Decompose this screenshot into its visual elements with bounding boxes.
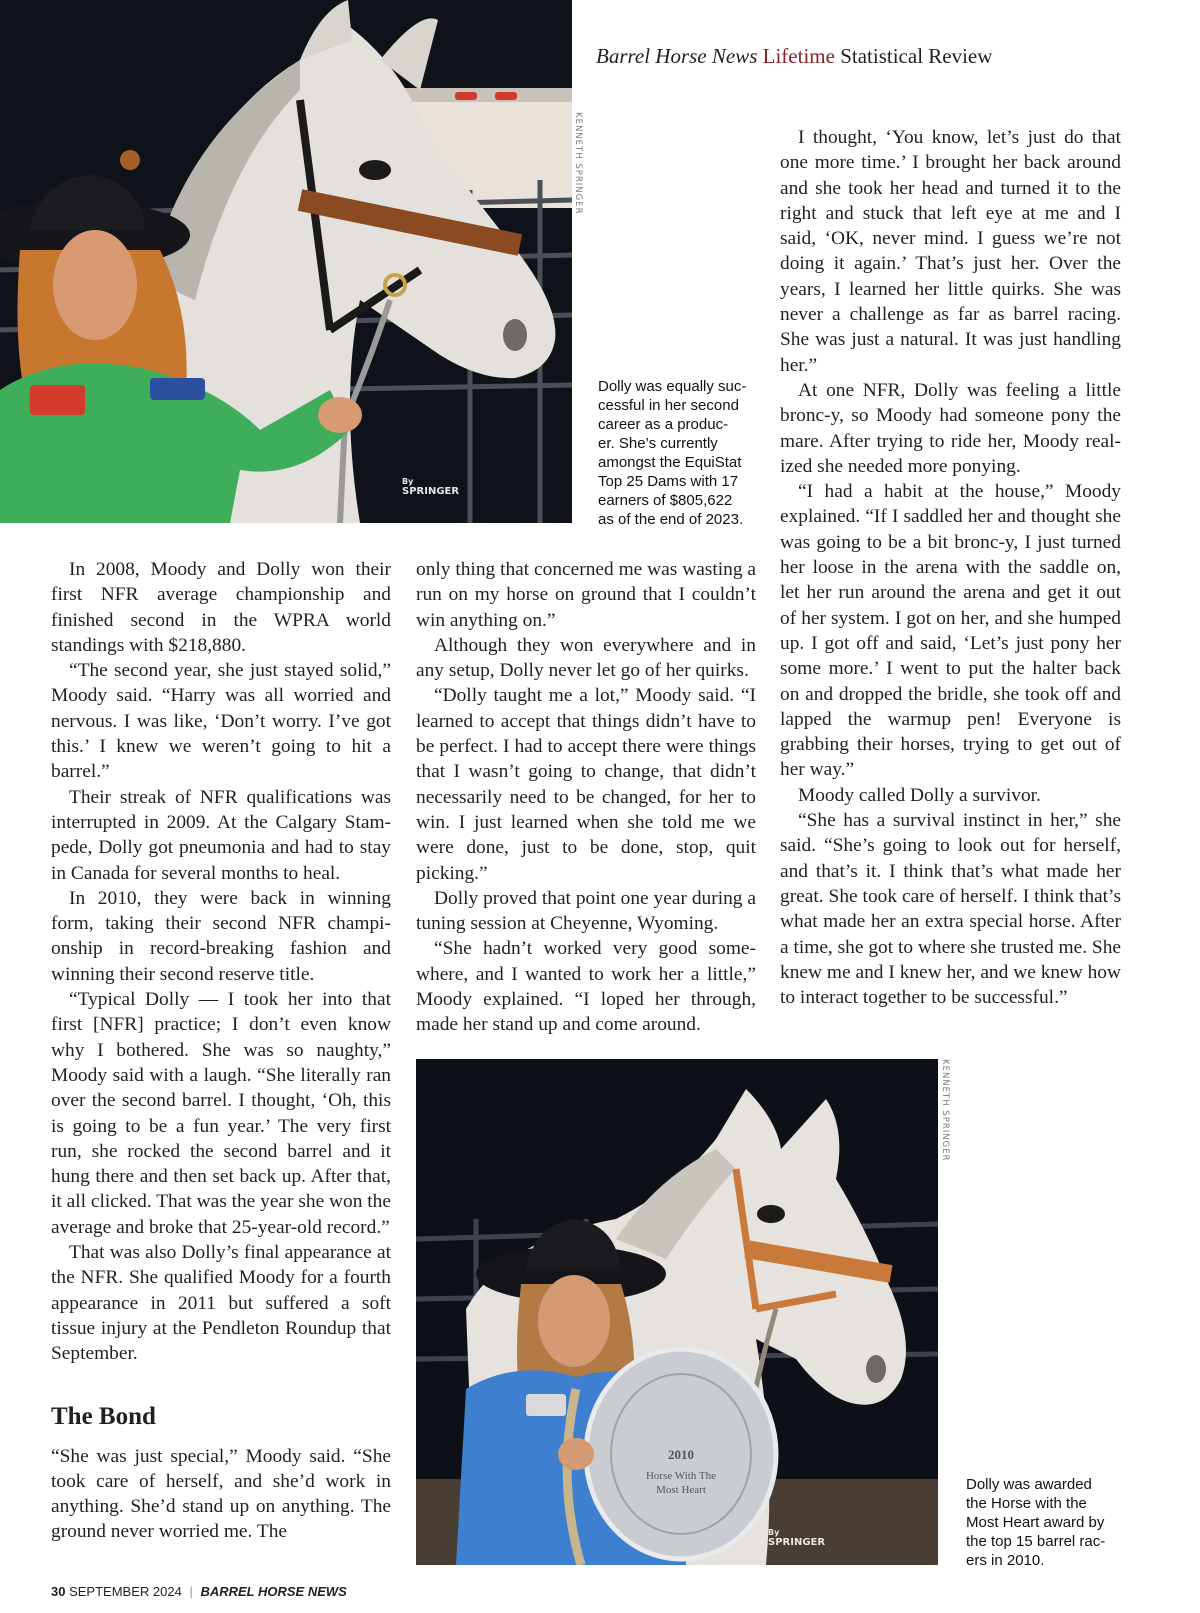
top-photo xyxy=(0,0,572,523)
header-publication: Barrel Horse News xyxy=(596,44,758,68)
bottom-photo-caption: Dolly was awarded the Horse with the Most Heart award by the top 15 barrel rac- ers in 2010. xyxy=(966,1476,1106,1569)
magazine-name: BARREL HORSE NEWS xyxy=(200,1584,347,1599)
plaque-line-1: Horse With The xyxy=(645,1470,717,1482)
plaque-year: 2010 xyxy=(668,1447,694,1462)
plaque-line-2: Most Heart xyxy=(656,1484,706,1496)
header-rest: Statistical Review xyxy=(840,44,993,68)
bottom-watermark-name: SPRINGER xyxy=(768,1537,826,1548)
top-photo-illustration xyxy=(0,0,572,523)
paragraph: That was also Dolly’s final appearance at the NFR. She qualified Moody for a fourth appearance in 2011 but suffered a soft tissue injury at the Pendleton Roundup that September. xyxy=(51,1242,391,1365)
header-highlight: Lifetime xyxy=(762,44,835,68)
paragraph: Moody called Dolly a survivor. xyxy=(798,784,1041,806)
paragraph: I thought, ‘You know, let’s just do that one more time.’ I brought her back around and she took her head and turned it to the right and stuck that left eye at me and I said, ‘OK, never mind. I guess we’re not doing it again.’ That’s just her. Over the years, I learned her little quirks. She was never a challenge as far as barrel racing. She was just a natural. It was just handling her.” xyxy=(780,127,1121,376)
paragraph: “Dolly taught me a lot,” Moody said. “I learned to accept that things didn’t have to be perfect. I had to accept there were things that I wasn’t going to change, that didn’t necessarily need to be changed, for her to win. I just learned when she told me we were done, just to be done, stop, quit picking.” xyxy=(416,685,756,884)
paragraph: In 2008, Moody and Dolly won their first NFR average championship and finished second in the WPRA world standings with $218,880. xyxy=(51,559,391,656)
paragraph: “The second year, she just stayed solid,” Moody said. “Harry was all worried and nervous. I was like, ‘Don’t worry. I’ve got this.’ I knew we weren’t going to hit a barrel.” xyxy=(51,660,391,783)
section-heading: The Bond xyxy=(51,1402,156,1430)
paragraph: “She hadn’t worked very good somewhere, and I wanted to work her a little,” Moody explained. “I loped her through, made her stand up and come around. xyxy=(416,938,756,1036)
paragraph: only thing that concerned me was wasting a run on my horse on ground that I couldn’t win anything on.” xyxy=(416,559,756,631)
text-column-3 xyxy=(780,125,1121,1010)
top-watermark-name: SPRINGER xyxy=(402,486,460,497)
issue-date: SEPTEMBER 2024 xyxy=(69,1584,182,1599)
paragraph: “She was just special,” Moody said. “She took care of herself, and she’d work in anything. She’d stand up on anything. The ground never worried me. The xyxy=(51,1445,391,1543)
running-header xyxy=(596,44,992,69)
top-photo-watermark xyxy=(402,477,459,497)
page-number: 30 xyxy=(51,1584,66,1599)
bottom-photo-watermark xyxy=(768,1528,825,1548)
paragraph: Their streak of NFR qualifications was interrupted in 2009. At the Calgary Stampede, Dolly got pneumonia and had to stay in Canada for several months to heal. xyxy=(51,786,391,884)
paragraph: “She has a survival instinct in her,” she said. “She’s going to look out for herself, and that’s it. I think that’s what made her great. She took care of herself. I think that’s what made her an extra special horse. After a time, she got to where she trusted me. She knew me and I knew her, and we knew how to interact together to be successful.” xyxy=(780,810,1121,1009)
bottom-photo xyxy=(416,1059,938,1565)
paragraph: “Typical Dolly — I took her into that first [NFR] practice; I don’t even know why I bothered. She was so naughty,” Moody said with a laugh. “She literally ran over the second barrel. I thought, ‘Oh, this is going to be a fun year.’ The very first run, she rocked the second barrel and it hung there and then set back up. After that, it all clicked. That was the year she won the average and broke that 25-year-old record.” xyxy=(51,989,391,1238)
bottom-watermark-by: By xyxy=(768,1528,780,1537)
paragraph: Dolly proved that point one year during a tuning session at Cheyenne, Wyoming. xyxy=(416,887,756,935)
text-column-2 xyxy=(416,557,756,1038)
text-column-1 xyxy=(51,557,391,1545)
top-watermark-by: By xyxy=(402,477,414,486)
bottom-photo-illustration xyxy=(416,1059,938,1565)
paragraph: Although they won everywhere and in any setup, Dolly never let go of her quirks. xyxy=(416,634,756,682)
paragraph: “I had a habit at the house,” Moody explained. “If I saddled her and thought she was going to be a bit bronc-y, I just turned her loose in the arena with the saddle on, let her run around the arena and get it out of her system. I got on her, and she humped up. I got off and said, ‘Let’s just pony her some more.’ I went to put the halter back on and dropped the bridle, she took off and lapped the warmup pen! Everyone is grabbing their horses, trying to get out of her way.” xyxy=(780,481,1121,781)
footer-separator: | xyxy=(189,1584,193,1599)
top-photo-caption: Dolly was equally suc- cessful in her second career as a produc- er. She’s currently amongst the EquiStat Top 25 Dams with 17 earners of $805,622 as of the end of 2023. xyxy=(598,378,747,528)
page-footer xyxy=(51,1584,347,1599)
top-photo-credit: KENNETH SPRINGER xyxy=(573,112,583,215)
paragraph: In 2010, they were back in winning form, taking their second NFR championship in record-breaking fashion and winning their second reserve title. xyxy=(51,887,391,985)
paragraph: At one NFR, Dolly was feeling a little bronc-y, so Moody had someone pony the mare. After trying to ride her, Moody realized she needed more ponying. xyxy=(780,379,1121,477)
bottom-photo-credit: KENNETH SPRINGER xyxy=(940,1059,950,1162)
